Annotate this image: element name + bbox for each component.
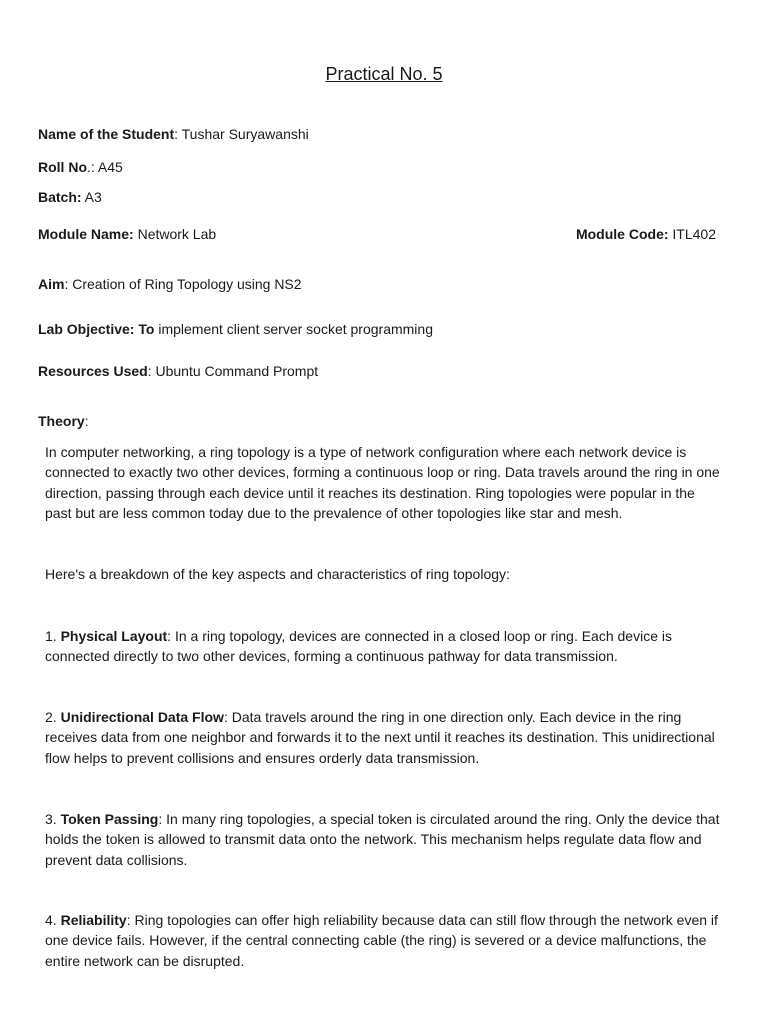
point-label: Token Passing bbox=[60, 811, 159, 827]
batch-line bbox=[38, 189, 102, 205]
module-code-line bbox=[576, 226, 716, 242]
module-code-value: ITL402 bbox=[668, 226, 716, 242]
point-unidirectional-flow bbox=[45, 707, 725, 768]
point-text: : Ring topologies can offer high reliability because data can still flow through the network even if one device fails. However, if the central connecting cable (the ring) is severed or a device malfunctions, the entire network can be disrupted. bbox=[45, 912, 718, 969]
point-token-passing bbox=[45, 809, 725, 870]
point-text: : In a ring topology, devices are connected in a closed loop or ring. Each device is connected directly to two other devices, forming a continuous pathway for data transmission. bbox=[45, 628, 672, 665]
theory-label: Theory bbox=[38, 413, 85, 429]
lab-objective-value: implement client server socket programming bbox=[154, 321, 433, 337]
point-physical-layout bbox=[45, 626, 725, 667]
point-reliability bbox=[45, 910, 725, 971]
module-name-value: Network Lab bbox=[133, 226, 217, 242]
batch-value: A3 bbox=[81, 189, 102, 205]
intro-paragraph: In computer networking, a ring topology is a type of network configuration where each network device is connected to exactly two other devices, forming a continuous loop or ring. Data travels around the ring in one direction, passing through each device until it reaches its destination. Ring topologies were popular in the past but are less common today due to the prevalence of other topologies like star and mesh. bbox=[45, 444, 720, 522]
roll-number-value: .: A45 bbox=[87, 159, 123, 175]
lab-objective-label: Lab Objective: To bbox=[38, 321, 155, 337]
resources-value: : Ubuntu Command Prompt bbox=[147, 363, 319, 379]
module-name-line bbox=[38, 226, 216, 242]
breakdown-paragraph: Here's a breakdown of the key aspects and characteristics of ring topology: bbox=[45, 566, 510, 582]
batch-label: Batch: bbox=[38, 189, 82, 205]
point-label: Reliability bbox=[60, 912, 127, 928]
student-name-value: : Tushar Suryawanshi bbox=[174, 126, 309, 142]
point-label: Physical Layout bbox=[60, 628, 168, 644]
student-name-line bbox=[38, 126, 309, 142]
roll-number-line bbox=[38, 159, 123, 175]
module-code-label: Module Code: bbox=[575, 226, 669, 242]
point-text: : Data travels around the ring in one direction only. Each device in the ring receives data from one neighbor and forwards it to the next until it reaches its destination. This unidirectional flow helps to prevent collisions and ensures orderly data transmission. bbox=[45, 709, 715, 766]
theory-heading bbox=[38, 413, 89, 429]
lab-objective-line bbox=[38, 321, 433, 337]
point-number: 1. bbox=[45, 628, 61, 644]
point-number: 4. bbox=[45, 912, 61, 928]
point-number: 3. bbox=[45, 811, 61, 827]
point-label: Unidirectional Data Flow bbox=[60, 709, 224, 725]
aim-label: Aim bbox=[38, 276, 65, 292]
point-number: 2. bbox=[45, 709, 61, 725]
page-title: Practical No. 5 bbox=[325, 64, 443, 84]
aim-value: : Creation of Ring Topology using NS2 bbox=[64, 276, 302, 292]
module-name-label: Module Name: bbox=[38, 226, 134, 242]
resources-line bbox=[38, 363, 318, 379]
theory-colon: : bbox=[84, 413, 89, 429]
student-name-label: Name of the Student bbox=[38, 126, 175, 142]
point-text: : In many ring topologies, a special token is circulated around the ring. Only the device that holds the token is allowed to transmit data onto the network. This mechanism helps regulate data flow and prevent data collisions. bbox=[45, 811, 720, 868]
resources-label: Resources Used bbox=[38, 363, 148, 379]
roll-number-label: Roll No bbox=[38, 159, 87, 175]
aim-line bbox=[38, 276, 302, 292]
